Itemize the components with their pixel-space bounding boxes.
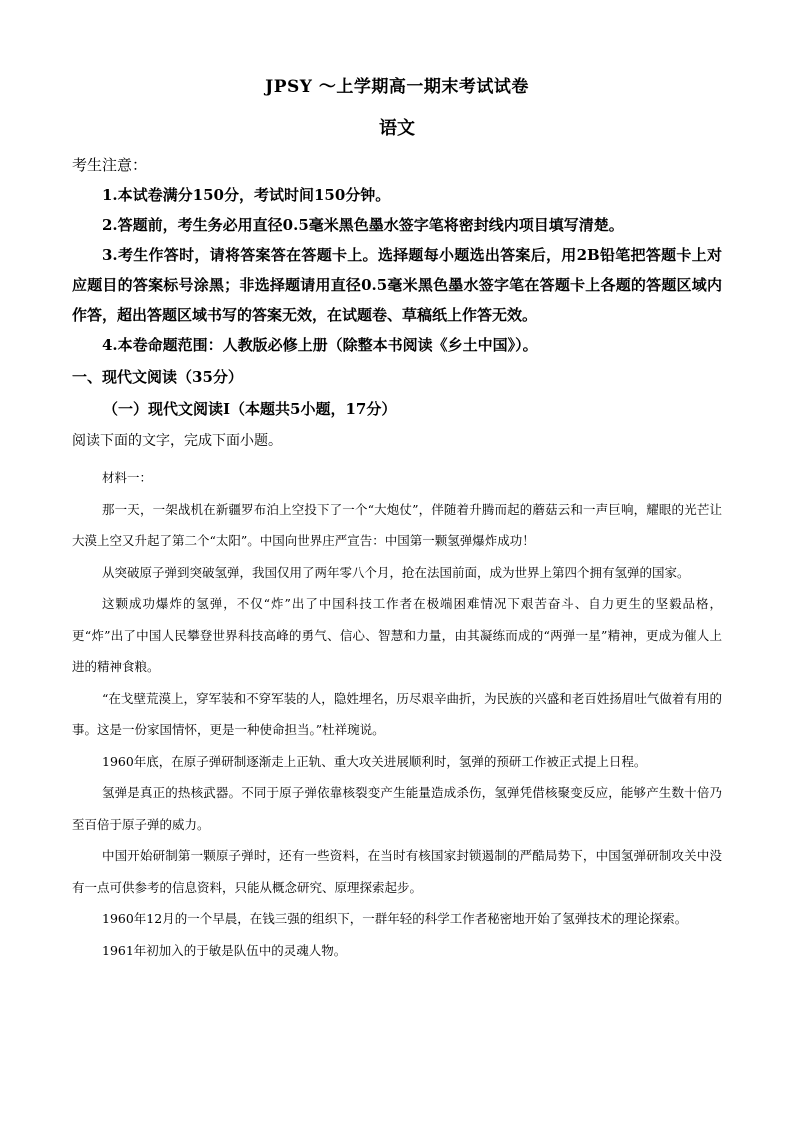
passage-paragraph: 那一天，一架战机在新疆罗布泊上空投下了一个“大炮仗”，伴随着升腾而起的蘑菇云和一声巨响，耀眼的光芒让大漠上空又升起了第二个“太阳”。中国向世界庄严宣告：中国第一颗氢弹爆炸成功！ <box>72 501 722 548</box>
reading-instruction: 阅读下面的文字，完成下面小题。 <box>72 433 282 449</box>
subject-title: 语文 <box>379 118 415 139</box>
passage-paragraph: 1960年12月的一个早晨，在钱三强的组织下，一群年轻的科学工作者秘密地开始了氢弹技术的理论探索。 <box>102 911 688 926</box>
subsection-heading: （一）现代文阅读Ⅰ（本题共5小题，17分） <box>103 400 397 418</box>
passage-paragraph: 1960年底，在原子弹研制逐渐走上正轨、重大攻关进展顺利时，氢弹的预研工作被正式提上日程。 <box>102 753 647 769</box>
notice-block <box>72 150 722 360</box>
notice-item: 3.考生作答时，请将答案答在答题卡上。选择题每小题选出答案后，用2B铅笔把答题卡上对应题目的答案标号涂黑；非选择题请用直径0.5毫米黑色墨水签字笔在答题卡上各题的答题区域内作答，超出答题区域书写的答案无效，在试题卷、草稿纸上作答无效。 <box>72 246 722 324</box>
notice-label: 考生注意： <box>72 156 148 174</box>
material-label: 材料一： <box>102 470 153 485</box>
passage-paragraph: 中国开始研制第一颗原子弹时，还有一些资料，在当时有核国家封锁遏制的严酷局势下，中国氢弹研制攻关中没有一点可供参考的信息资料，只能从概念研究、原理探索起步。 <box>72 848 722 895</box>
notice-item: 4.本卷命题范围：人教版必修上册（除整本书阅读《乡土中国》）。 <box>102 336 538 354</box>
section-heading: 一、现代文阅读（35分） <box>72 368 243 386</box>
passage-paragraph: 1961年初加入的于敏是队伍中的灵魂人物。 <box>102 942 347 958</box>
notice-item: 2.答题前，考生务必用直径0.5毫米黑色墨水签字笔将密封线内项目填写清楚。 <box>102 216 624 234</box>
passage-paragraph: “在戈壁荒漠上，穿军装和不穿军装的人，隐姓埋名，历尽艰辛曲折，为民族的兴盛和老百姓扬眉吐气做着有用的事。这是一份家国情怀，更是一种使命担当。”杜祥琬说。 <box>72 690 722 737</box>
notice-item: 1.本试卷满分150分，考试时间150分钟。 <box>102 186 391 204</box>
reading-passage <box>72 462 722 966</box>
passage-paragraph: 从突破原子弹到突破氢弹，我国仅用了两年零八个月，抢在法国前面，成为世界上第四个拥有氢弹的国家。 <box>102 564 690 580</box>
exam-title: JPSY ～上学期高一期末考试试卷 <box>265 77 529 97</box>
passage-paragraph: 氢弹是真正的热核武器。不同于原子弹依靠核裂变产生能量造成杀伤，氢弹凭借核聚变反应，能够产生数十倍乃至百倍于原子弹的威力。 <box>72 785 722 832</box>
passage-paragraph: 这颗成功爆炸的氢弹，不仅“炸”出了中国科技工作者在极端困难情况下艰苦奋斗、自力更生的坚毅品格，更“炸”出了中国人民攀登世界科技高峰的勇气、信心、智慧和力量，由其凝练而成的“两弹一星”精神，更成为催人上进的精神食粮。 <box>72 596 722 674</box>
